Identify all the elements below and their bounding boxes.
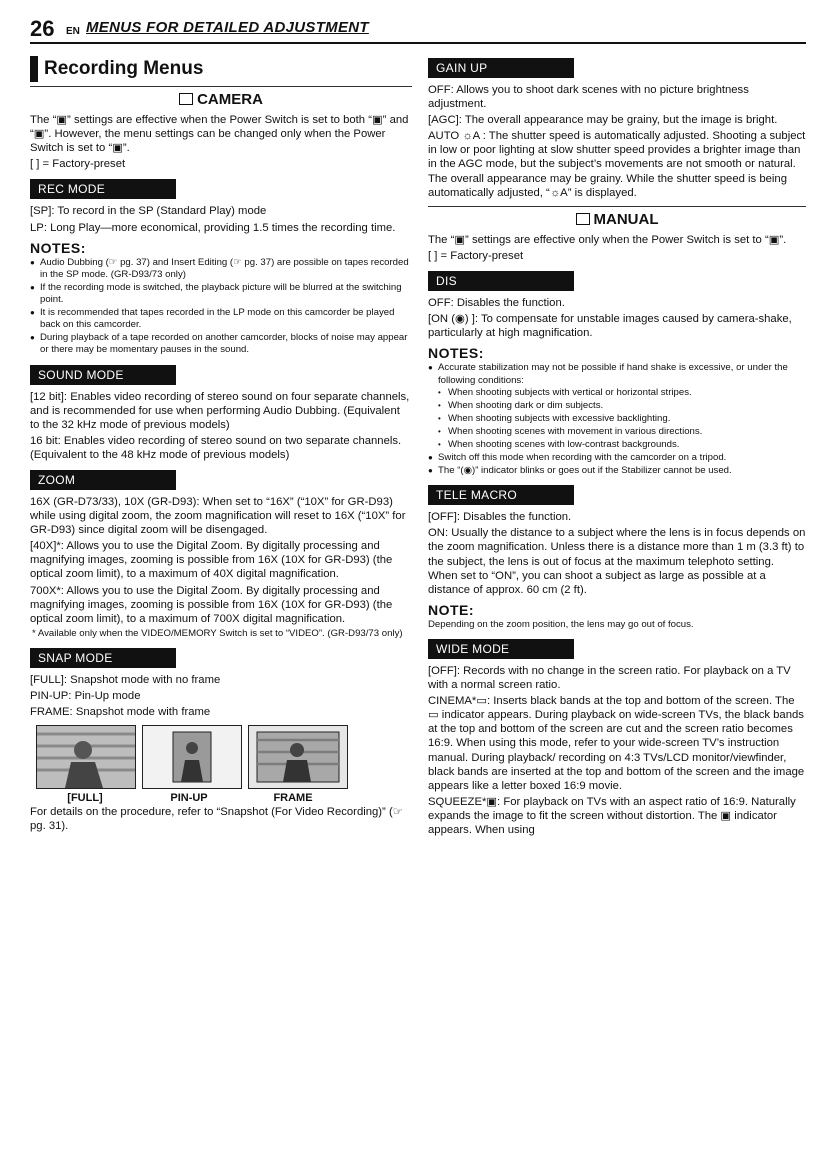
snap-figure-labels <box>36 791 412 805</box>
camera-heading <box>30 93 412 107</box>
zoom-label: ZOOM <box>30 470 176 490</box>
snap-mode-label: SNAP MODE <box>30 648 176 668</box>
dis-conditions-list <box>428 387 806 451</box>
snap-reference: For details on the procedure, refer to “Snapshot (For Video Recording)” (☞ pg. 31). <box>30 806 403 833</box>
factory-preset-note: [ ] = Factory-preset <box>30 158 126 171</box>
snap-frame: FRAME: Snapshot mode with frame <box>30 706 211 719</box>
snap-full-image <box>36 725 136 789</box>
list-item: • When shooting dark or dim subjects. <box>428 400 806 412</box>
rec-notes-heading: NOTES: <box>30 239 86 256</box>
list-item: • When shooting subjects with vertical or horizontal stripes. <box>428 387 806 399</box>
camera-heading-label: CAMERA <box>197 91 263 108</box>
manual-factory-preset: [ ] = Factory-preset <box>428 249 524 262</box>
list-item: • When shooting subjects with excessive backlighting. <box>428 413 806 425</box>
wide-mode-label: WIDE MODE <box>428 639 574 659</box>
heading-bar-icon <box>30 56 38 82</box>
section-title: MENUS FOR DETAILED ADJUSTMENT <box>86 19 369 36</box>
manual-mode-icon <box>576 213 590 225</box>
tele-note-heading: NOTE: <box>428 601 475 618</box>
recording-menus-heading <box>30 56 412 87</box>
snap-figures <box>36 725 412 789</box>
zoom-footnote: * Available only when the VIDEO/MEMORY Switch is set to “VIDEO”. (GR-D93/73 only) <box>32 627 403 639</box>
list-item: ● If the recording mode is switched, the playback picture will be blurred at the switching point. <box>30 282 412 306</box>
list-item: • When shooting scenes with movement in various directions. <box>428 426 806 438</box>
gain-auto: AUTO ☼A : The shutter speed is automatically adjusted. Shooting a subject in low or poor lighting at slow shutter speed provides a brighter image than in the AGC mode, but the subject’s movements are not smooth or natural. The overall appearance may be grainy. While the shutter speed is being automatically adjusted, “☼A” is displayed. <box>428 130 806 199</box>
manual-heading-label: MANUAL <box>593 210 659 228</box>
zoom-700x: 700X*: Allows you to use the Digital Zoom. By digitally processing and magnifying images, zooming is possible from 16X (10X for GR-D93) (the optical zoom limit), to a maximum of 700X digital magnification. <box>30 584 393 625</box>
left-column <box>30 52 412 835</box>
gain-agc: [AGC]: The overall appearance may be grainy, but the image is bright. <box>428 114 778 127</box>
fig-label-pinup: PIN-UP <box>170 792 208 805</box>
sound-mode-label: SOUND MODE <box>30 365 176 385</box>
language-tag: EN <box>66 26 80 37</box>
page-number: 26 <box>30 16 55 41</box>
zoom-40x: [40X]*: Allows you to use the Digital Zoom. By digitally processing and magnifying images, zooming is possible from 16X (10X for GR-D93) (the optical zoom limit), to a maximum of 40X digital magnification. <box>30 540 393 581</box>
rec-mode-lp: LP: Long Play—more economical, providing 1.5 times the recording time. <box>30 221 396 234</box>
dis-notes-heading: NOTES: <box>428 345 484 362</box>
sound-mode-12bit: [12 bit]: Enables video recording of stereo sound on four separate channels, and is recommended for use when performing Audio Dubbing. (Equivalent to the 32 kHz mode of previous models) <box>30 390 410 431</box>
camera-intro: The “▣” settings are effective when the Power Switch is set to both “▣” and “▣”. However, the menu settings can be changed only when the Power Switch is set to “▣”. <box>30 114 409 155</box>
manual-heading <box>428 206 806 227</box>
dis-label: DIS <box>428 271 574 291</box>
zoom-16x: 16X (GR-D73/33), 10X (GR-D93): When set to “16X” (“10X” for GR-D93) while using digital zoom, the zoom magnification will reset to 16X (“10X” for GR-D93) since digital zoom will be disengaged. <box>30 495 406 537</box>
list-item: ● Audio Dubbing (☞ pg. 37) and Insert Editing (☞ pg. 37) are possible on tapes recorded in the SP mode. (GR-D93/73 only) <box>30 257 412 281</box>
recording-menus-title: Recording Menus <box>44 57 204 79</box>
gain-off: OFF: Allows you to shoot dark scenes with no picture brightness adjustment. <box>428 84 749 111</box>
list-item: • When shooting scenes with low-contrast backgrounds. <box>428 439 806 451</box>
right-column <box>428 52 806 839</box>
rec-notes-list <box>30 257 412 357</box>
dis-notes-list <box>428 362 806 477</box>
list-item: ● Switch off this mode when recording with the camcorder on a tripod. <box>428 452 806 464</box>
fig-label-frame: FRAME <box>273 792 313 805</box>
tele-macro-label: TELE MACRO <box>428 485 574 505</box>
wide-squeeze: SQUEEZE*▣: For playback on TVs with an aspect ratio of 16:9. Naturally expands the image to fit the screen without distortion. The ▣ indicator appears. When using <box>428 795 796 837</box>
tele-on: ON: Usually the distance to a subject where the lens is in focus depends on the zoom magnification. Unless there is a distance more than 1 m (3.3 ft) to the subject, the lens is out of focus at the maximum telephoto setting. When set to “ON”, you can shoot a subject as large as possible at a distance of approx. 60 cm (2 ft). <box>428 527 806 596</box>
list-item <box>428 362 806 451</box>
tele-off: [OFF]: Disables the function. <box>428 511 572 524</box>
tele-note: Depending on the zoom position, the lens may go out of focus. <box>428 618 694 630</box>
snap-frame-image <box>248 725 348 789</box>
wide-off: [OFF]: Records with no change in the screen ratio. For playback on a TV with a normal screen ratio. <box>428 665 791 692</box>
camera-mode-icon <box>179 93 193 105</box>
snap-pinup-image <box>142 725 242 789</box>
rec-mode-sp: [SP]: To record in the SP (Standard Play) mode <box>30 205 267 218</box>
sound-mode-16bit: 16 bit: Enables video recording of stereo sound on two separate channels. (Equivalent to the 48 kHz mode of previous models) <box>30 434 402 461</box>
snap-full: [FULL]: Snapshot mode with no frame <box>30 673 221 686</box>
dis-off: OFF: Disables the function. <box>428 297 565 310</box>
gain-up-label: GAIN UP <box>428 58 574 78</box>
manual-intro: The “▣” settings are effective only when the Power Switch is set to “▣”. <box>428 233 787 246</box>
fig-label-full: [FULL] <box>67 792 103 805</box>
list-item: ● The “(◉)” indicator blinks or goes out if the Stabilizer cannot be used. <box>428 465 806 477</box>
list-item: ● During playback of a tape recorded on another camcorder, blocks of noise may appear or there may be momentary pauses in the sound. <box>30 332 412 356</box>
list-item: ● It is recommended that tapes recorded in the LP mode on this camcorder be played back on this camcorder. <box>30 307 412 331</box>
rec-mode-label: REC MODE <box>30 179 176 199</box>
snap-pinup: PIN-UP: Pin-Up mode <box>30 690 141 702</box>
wide-cinema: CINEMA*▭: Inserts black bands at the top and bottom of the screen. The ▭ indicator appears. During playback on wide-screen TVs, the black bands at the top and bottom of the screen are cut and the screen ratio becomes 16:9. When using this mode, refer to your wide-screen TV’s instruction manual. During playback/ recording on 4:3 TVs/LCD monitor/viewfinder, black bands are inserted at the top and bottom of the screen and the image appears like a letter boxed 16:9 movie. <box>428 695 805 792</box>
dis-on: [ON (◉) ]: To compensate for unstable images caused by camera-shake, particularly at high magnification. <box>428 313 792 340</box>
page-header <box>30 14 806 44</box>
dis-note-1: Accurate stabilization may not be possible if hand shake is excessive, or under the following conditions: <box>438 362 788 386</box>
